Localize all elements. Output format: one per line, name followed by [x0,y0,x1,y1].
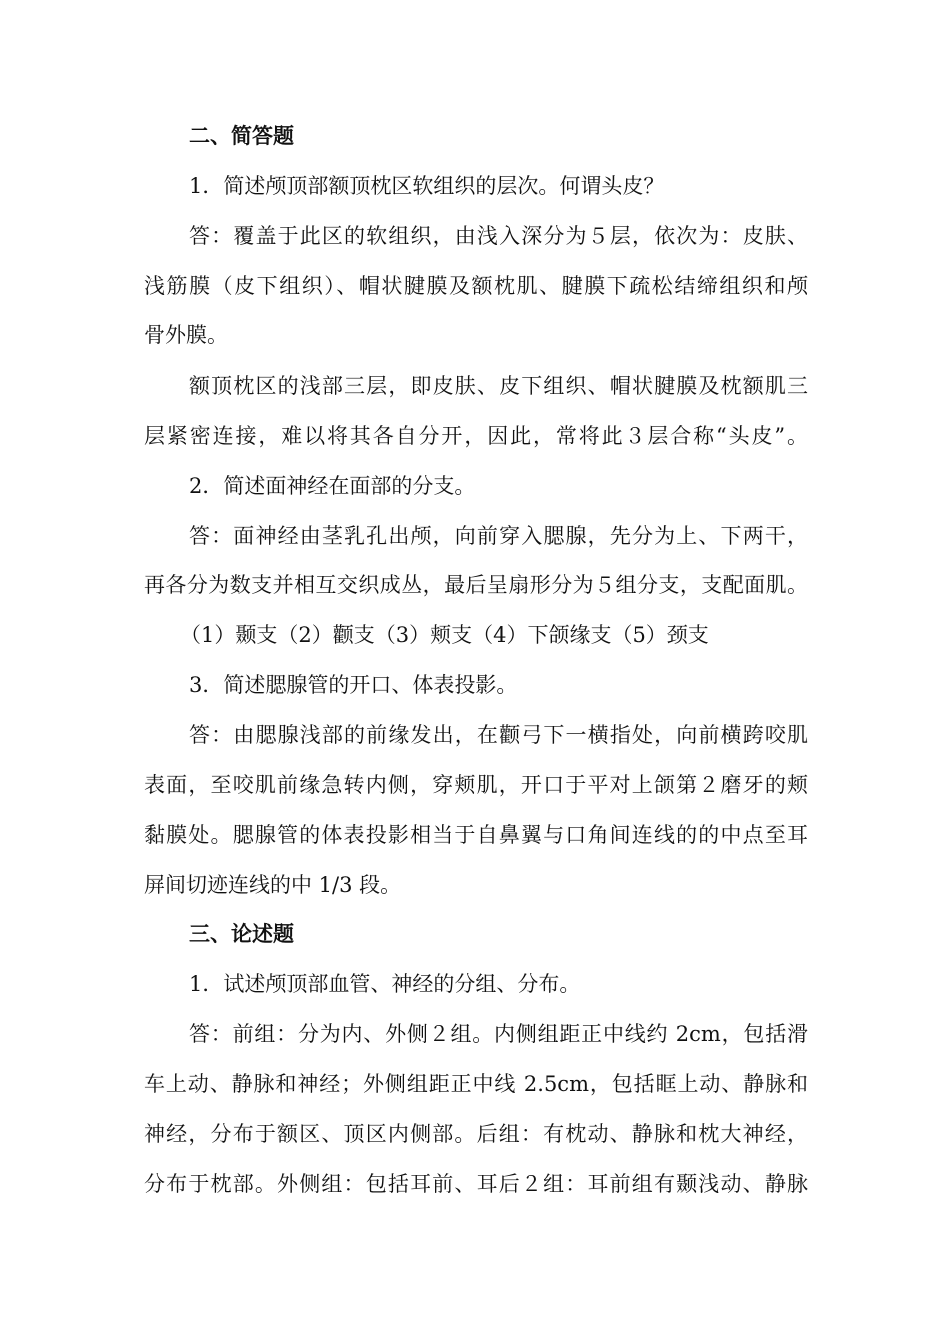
answer-3-line-3: 黏膜处。腮腺管的体表投影相当于自鼻翼与口角间连线的的中点至耳 [144,823,808,847]
essay-answer-1-line-2: 车上动、静脉和神经；外侧组距正中线 2.5cm，包括眶上动、静脉和 [144,1072,808,1096]
essay-question-1: 1．试述颅顶部血管、神经的分组、分布。 [189,972,581,996]
answer-1-line-3: 骨外膜。 [144,323,228,347]
answer-3-line-4: 屏间切迹连线的中 1/3 段。 [144,873,402,897]
question-3: 3．简述腮腺管的开口、体表投影。 [189,673,518,697]
answer-1-line-1: 答：覆盖于此区的软组织，由浅入深分为５层，依次为：皮肤、 [189,224,808,248]
essay-answer-1-line-4: 分布于枕部。外侧组：包括耳前、耳后２组：耳前组有颞浅动、静脉 [144,1172,808,1196]
answer-2-line-1: 答：面神经由茎乳孔出颅，向前穿入腮腺，先分为上、下两干， [189,524,808,548]
answer-3-line-1: 答：由腮腺浅部的前缘发出，在颧弓下一横指处，向前横跨咬肌 [189,723,808,747]
section-heading-essay: 三、论述题 [189,921,294,946]
essay-answer-1-line-1: 答：前组：分为内、外侧２组。内侧组距正中线约 2cm，包括滑 [189,1022,808,1046]
facial-nerve-branches: （1）颞支（2）颧支（3）颊支（4）下颌缘支（5）颈支 [180,623,709,647]
answer-1-note-line-2: 层紧密连接，难以将其各自分开，因此，常将此３层合称“头皮”。 [144,424,808,448]
answer-1-note-line-1: 额顶枕区的浅部三层，即皮肤、皮下组织、帽状腱膜及枕额肌三 [189,374,808,398]
section-heading-short-answer: 二、简答题 [189,123,294,148]
answer-2-line-2: 再各分为数支并相互交织成丛，最后呈扇形分为５组分支，支配面肌。 [144,573,808,597]
answer-3-line-2: 表面，至咬肌前缘急转内侧，穿颊肌，开口于平对上颌第２磨牙的颊 [144,773,808,797]
question-2: 2．简述面神经在面部的分支。 [189,474,476,498]
question-1: 1．简述颅顶部额顶枕区软组织的层次。何谓头皮？ [189,174,665,198]
essay-answer-1-line-3: 神经，分布于额区、顶区内侧部。后组：有枕动、静脉和枕大神经， [144,1122,808,1146]
answer-1-line-2: 浅筋膜（皮下组织）、帽状腱膜及额枕肌、腱膜下疏松结缔组织和颅 [144,274,808,298]
